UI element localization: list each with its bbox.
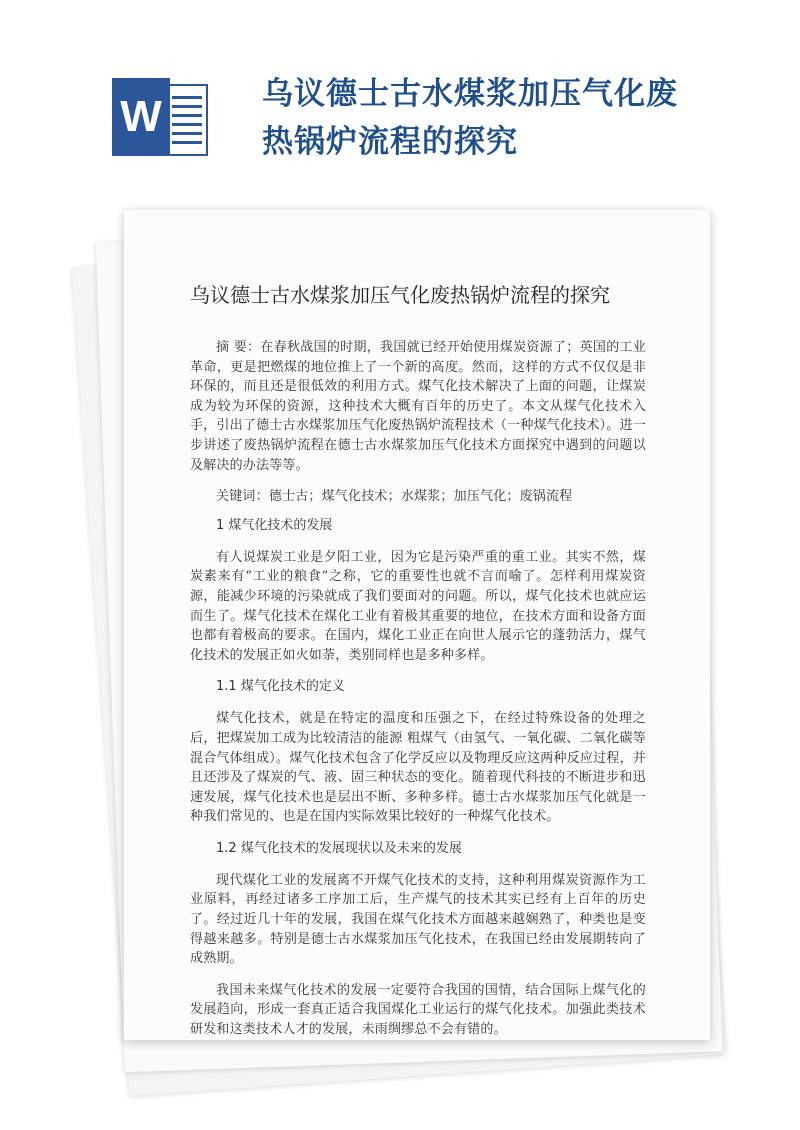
body-paragraph: 煤气化技术，就是在特定的温度和压强之下，在经过特殊设备的处理之后，把煤炭加工成为比较清洁的能源 粗煤气（由氢气、一氧化碳、二氧化碳等混合气体组成）。煤气化技术包含了化学反应以及物理反应这两种反应过程，并且还涉及了煤炭的气、液、固三种状态的变化。随着现代科技的不断进步和迅速发展，煤气化技术也是层出不断、多种多样。德士古水煤浆加压气化就是一种我们常见的、也是在国内实际效果比较好的一种煤气化技术。 [190, 711, 646, 825]
section-heading-text: 煤气化技术的定义 [240, 679, 345, 695]
document-page [124, 210, 710, 1040]
section-number: 1 [216, 517, 225, 533]
section-number: 1.1 [216, 679, 237, 695]
keywords-line: 关键词：德士古；煤气化技术；水煤浆；加压气化；废锅流程 [216, 489, 573, 505]
document-title: 乌议德士古水煤浆加压气化废热锅炉流程的探究 [190, 283, 610, 307]
body-paragraph: 有人说煤炭工业是夕阳工业，因为它是污染严重的重工业。其实不然，煤炭素来有“工业的粮食”之称，它的重要性也就不言而喻了。怎样利用煤炭资源，能减少环境的污染就成了我们要面对的问题。所以，煤气化技术也就应运而生了。煤气化技术在煤化工业有着极其重要的地位，在技术方面和设备方面也都有着极高的要求。在国内，煤化工业正在向世人展示它的蓬勃活力，煤气化技术的发展正如火如荼，类别同样也是多种多样。 [190, 549, 646, 663]
section-heading [190, 677, 646, 697]
body-paragraph: 现代煤化工业的发展离不开煤气化技术的支持，这种利用煤炭资源作为工业原料，再经过诸多工序加工后，生产煤气的技术其实已经有上百年的历史了。经过近几十年的发展，我国在煤气化技术方面越来越娴熟了，种类也是变得越来越多。特别是德士古水煤浆加压气化技术，在我国已经由发展期转向了成熟期。 [190, 872, 646, 967]
abstract-paragraph: 摘 要：在春秋战国的时期，我国就已经开始使用煤炭资源了；英国的工业革命，更是把燃煤的地位推上了一个新的高度。然而，这样的方式不仅仅是非环保的，而且还是很低效的利用方式。煤气化技术解决了上面的问题，让煤炭成为较为环保的资源，这种技术大概有百年的历史了。本文从煤气化技术入手，引出了德士古水煤浆加压气化废热锅炉流程技术（一种煤气化技术）。进一步讲述了废热锅炉流程在德士古水煤浆加压气化技术方面探究中遇到的问题以及解决的办法等等。 [190, 340, 646, 473]
section-heading-text: 煤气化技术的发展现状以及未来的发展 [240, 840, 462, 856]
body-paragraph: 我国未来煤气化技术的发展一定要符合我国的国情，结合国际上煤气化的发展趋向，形成一套真正适合我国煤化工业运行的煤气化技术。加强此类技术研发和这类技术人才的发展，未雨绸缪总不会有错的。 [190, 982, 646, 1038]
section-number: 1.2 [216, 840, 237, 856]
page-title: 乌议德士古水煤浆加压气化废热锅炉流程的探究 [262, 76, 678, 160]
section-heading-text: 煤气化技术的发展 [228, 517, 333, 533]
section-heading [190, 516, 646, 536]
word-document-icon [112, 78, 212, 156]
word-logo-letter: W [112, 78, 170, 156]
section-heading [190, 839, 646, 859]
